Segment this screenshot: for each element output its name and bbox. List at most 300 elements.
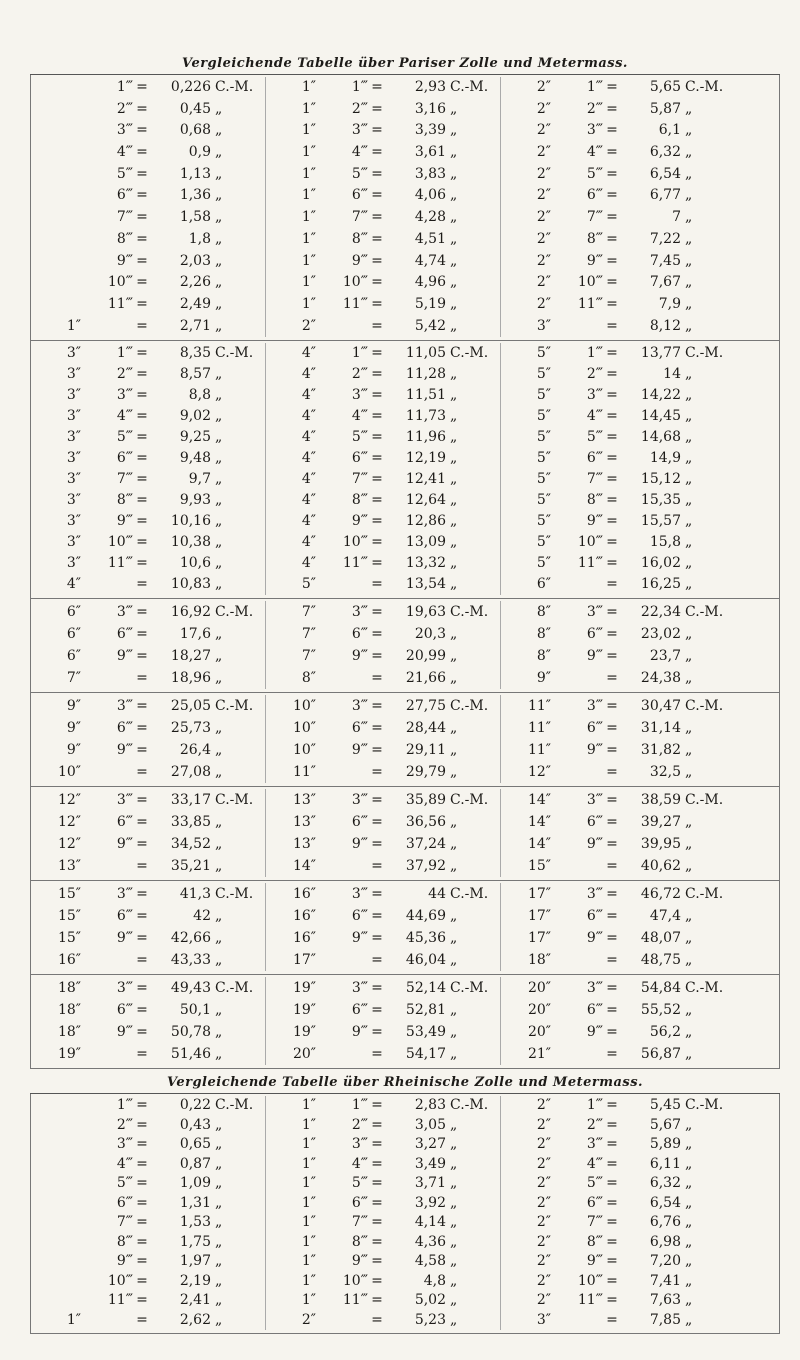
- value-cell: 4,36: [414, 1233, 446, 1250]
- unit-cell: C.-M.: [450, 79, 489, 95]
- table-column: [501, 883, 779, 971]
- value-cell: 55,52: [640, 1002, 681, 1019]
- table-row: [270, 316, 500, 338]
- line-cell: 9‴: [116, 930, 133, 947]
- unit-cell: „: [450, 144, 458, 161]
- unit-cell: „: [450, 576, 458, 593]
- inch-cell: 17″: [292, 952, 316, 969]
- line-cell: 5‴: [116, 165, 133, 182]
- inch-cell: 17″: [527, 886, 551, 903]
- unit-cell: „: [450, 1292, 458, 1309]
- unit-cell: „: [685, 187, 693, 204]
- equals-sign: =: [136, 858, 148, 875]
- equals-sign: =: [606, 814, 618, 831]
- inch-cell: [35, 1272, 85, 1292]
- equals-sign: =: [136, 345, 148, 362]
- unit-cell: „: [450, 814, 458, 831]
- value-cell: 48,75: [640, 952, 681, 969]
- inch-cell: 1″: [301, 1155, 316, 1172]
- unit-cell: „: [450, 1233, 458, 1250]
- table-row: [505, 272, 779, 294]
- line-cell: 6‴: [116, 814, 133, 831]
- equals-sign: =: [606, 1253, 618, 1270]
- value-cell: 1,36: [179, 187, 211, 204]
- value-cell: 22,34: [640, 604, 681, 621]
- line-cell: 9‴: [351, 252, 368, 269]
- table-row: [270, 695, 500, 717]
- unit-cell: „: [685, 317, 693, 334]
- unit-cell: „: [685, 1175, 693, 1192]
- unit-cell: „: [215, 274, 223, 291]
- value-cell: 6,11: [649, 1155, 681, 1172]
- line-cell: 7‴: [116, 209, 133, 226]
- unit-cell: „: [450, 230, 458, 247]
- line-cell: 6‴: [586, 450, 603, 467]
- equals-sign: =: [371, 1214, 383, 1231]
- line-cell: 8‴: [116, 230, 133, 247]
- table-row: [505, 1213, 779, 1233]
- equals-sign: =: [136, 980, 148, 997]
- table-row: [35, 977, 265, 999]
- inch-cell: 1″: [301, 100, 316, 117]
- equals-sign: =: [136, 317, 148, 334]
- equals-sign: =: [606, 836, 618, 853]
- unit-cell: „: [215, 1046, 223, 1063]
- inch-cell: 5″: [536, 429, 551, 446]
- table-column: [31, 343, 266, 595]
- unit-cell: „: [685, 230, 693, 247]
- unit-cell: „: [450, 952, 458, 969]
- inch-cell: 3″: [66, 513, 81, 530]
- equals-sign: =: [136, 1097, 148, 1114]
- value-cell: 25,05: [170, 698, 211, 715]
- equals-sign: =: [136, 1136, 148, 1153]
- line-cell: 10‴: [577, 534, 603, 551]
- unit-cell: „: [215, 648, 223, 665]
- line-cell: 9‴: [586, 836, 603, 853]
- line-cell: 9‴: [351, 836, 368, 853]
- inch-cell: 2″: [536, 79, 551, 95]
- table-row: [270, 645, 500, 667]
- table-row: [505, 789, 779, 811]
- table-row: [270, 142, 500, 164]
- value-cell: 14,68: [640, 429, 681, 446]
- table-row: [505, 977, 779, 999]
- line-cell: 1‴: [116, 79, 133, 95]
- table-column: [266, 343, 501, 595]
- inch-cell: 3″: [66, 492, 81, 509]
- unit-cell: „: [685, 814, 693, 831]
- equals-sign: =: [371, 814, 383, 831]
- equals-sign: =: [606, 429, 618, 446]
- inch-cell: [35, 1213, 85, 1233]
- equals-sign: =: [606, 492, 618, 509]
- table-row: [270, 1311, 500, 1331]
- line-cell: 3‴: [116, 698, 133, 715]
- inch-cell: 19″: [292, 1024, 316, 1041]
- line-cell: 8‴: [351, 492, 368, 509]
- table-row: [270, 574, 500, 595]
- value-cell: 4,8: [423, 1272, 446, 1289]
- table-row: [270, 1213, 500, 1233]
- table-row: [270, 1155, 500, 1175]
- inch-cell: 4″: [301, 387, 316, 404]
- value-cell: 39,27: [640, 814, 681, 831]
- unit-cell: „: [450, 626, 458, 643]
- line-cell: 2‴: [116, 1116, 133, 1133]
- table-row: [35, 77, 265, 99]
- unit-cell: C.-M.: [450, 1097, 489, 1114]
- value-cell: 8,8: [188, 387, 211, 404]
- equals-sign: =: [136, 165, 148, 182]
- value-cell: 40,62: [640, 858, 681, 875]
- line-cell: 10‴: [342, 1272, 368, 1289]
- inch-cell: 6″: [536, 576, 551, 593]
- line-cell: 1‴: [351, 1097, 368, 1114]
- value-cell: 7,67: [649, 274, 681, 291]
- value-cell: 5,02: [414, 1292, 446, 1309]
- line-cell: 8‴: [586, 492, 603, 509]
- equals-sign: =: [371, 122, 383, 139]
- line-cell: 6‴: [351, 908, 368, 925]
- unit-cell: „: [685, 100, 693, 117]
- value-cell: 5,19: [414, 295, 446, 312]
- equals-sign: =: [371, 165, 383, 182]
- inch-cell: 19″: [292, 980, 316, 997]
- table-row: [35, 1116, 265, 1136]
- line-cell: 9‴: [586, 648, 603, 665]
- inch-cell: [35, 251, 85, 273]
- equals-sign: =: [606, 1292, 618, 1309]
- value-cell: 8,57: [179, 366, 211, 383]
- inch-cell: 16″: [292, 886, 316, 903]
- line-cell: 3‴: [351, 886, 368, 903]
- table-row: [270, 427, 500, 448]
- equals-sign: =: [371, 144, 383, 161]
- inch-cell: 16″: [57, 952, 81, 969]
- line-cell: 1‴: [351, 345, 368, 362]
- table-column: [266, 1096, 501, 1330]
- value-cell: 3,61: [414, 144, 446, 161]
- line-cell: 5‴: [586, 165, 603, 182]
- table-row: [270, 294, 500, 316]
- line-cell: 7‴: [351, 209, 368, 226]
- value-cell: 2,03: [179, 252, 211, 269]
- table-row: [35, 1291, 265, 1311]
- inch-cell: 10″: [57, 764, 81, 781]
- table-row: [270, 469, 500, 490]
- value-cell: 0,65: [179, 1136, 211, 1153]
- value-cell: 6,54: [649, 165, 681, 182]
- inch-cell: [35, 1174, 85, 1194]
- value-cell: 0,43: [179, 1116, 211, 1133]
- value-cell: 2,93: [414, 79, 446, 95]
- equals-sign: =: [136, 1175, 148, 1192]
- unit-cell: „: [450, 450, 458, 467]
- value-cell: 20,99: [405, 648, 446, 665]
- line-cell: 3‴: [116, 980, 133, 997]
- unit-cell: „: [215, 492, 223, 509]
- inch-cell: 7″: [301, 604, 316, 621]
- line-cell: 6‴: [116, 187, 133, 204]
- value-cell: 47,4: [649, 908, 681, 925]
- equals-sign: =: [606, 1233, 618, 1250]
- table-row: [505, 490, 779, 511]
- table-row: [35, 623, 265, 645]
- table-row: [35, 164, 265, 186]
- line-cell: 4‴: [116, 1155, 133, 1172]
- value-cell: 3,83: [414, 165, 446, 182]
- equals-sign: =: [606, 79, 618, 95]
- unit-cell: „: [450, 836, 458, 853]
- unit-cell: „: [450, 1175, 458, 1192]
- inch-cell: 2″: [301, 1311, 316, 1328]
- table-row: [270, 601, 500, 623]
- line-cell: 9‴: [351, 1024, 368, 1041]
- table-row: [270, 207, 500, 229]
- line-cell: 5‴: [586, 1175, 603, 1192]
- inch-cell: 2″: [536, 274, 551, 291]
- value-cell: 29,79: [405, 764, 446, 781]
- equals-sign: =: [606, 555, 618, 572]
- line-cell: 9‴: [586, 930, 603, 947]
- line-cell: 3‴: [351, 387, 368, 404]
- inch-cell: [35, 229, 85, 251]
- unit-cell: „: [685, 1272, 693, 1289]
- equals-sign: =: [371, 345, 383, 362]
- value-cell: 9,25: [179, 429, 211, 446]
- line-cell: 11‴: [342, 295, 368, 312]
- table-row: [270, 229, 500, 251]
- inch-cell: 13″: [292, 792, 316, 809]
- unit-cell: C.-M.: [450, 698, 489, 715]
- inch-cell: [35, 272, 85, 294]
- value-cell: 4,51: [414, 230, 446, 247]
- unit-cell: „: [685, 648, 693, 665]
- table-row: [270, 1233, 500, 1253]
- inch-cell: 5″: [536, 450, 551, 467]
- table-row: [35, 601, 265, 623]
- unit-cell: „: [215, 626, 223, 643]
- value-cell: 24,38: [640, 670, 681, 687]
- unit-cell: „: [685, 209, 693, 226]
- equals-sign: =: [136, 1214, 148, 1231]
- value-cell: 5,42: [414, 317, 446, 334]
- equals-sign: =: [136, 1194, 148, 1211]
- unit-cell: „: [215, 429, 223, 446]
- table-row: [35, 1311, 265, 1331]
- table-row: [505, 1272, 779, 1292]
- inch-cell: 5″: [536, 555, 551, 572]
- line-cell: 6‴: [116, 908, 133, 925]
- value-cell: 6,32: [649, 144, 681, 161]
- equals-sign: =: [606, 980, 618, 997]
- table-row: [35, 1194, 265, 1214]
- equals-sign: =: [606, 144, 618, 161]
- value-cell: 7,41: [649, 1272, 681, 1289]
- value-cell: 0,9: [188, 144, 211, 161]
- inch-cell: 5″: [536, 492, 551, 509]
- unit-cell: C.-M.: [685, 792, 724, 809]
- inch-cell: 8″: [301, 670, 316, 687]
- unit-cell: „: [450, 1116, 458, 1133]
- inch-cell: [35, 1252, 85, 1272]
- line-cell: 8‴: [586, 230, 603, 247]
- table-row: [270, 1291, 500, 1311]
- value-cell: 56,87: [640, 1046, 681, 1063]
- line-cell: 6‴: [116, 450, 133, 467]
- unit-cell: „: [215, 836, 223, 853]
- table-row: [505, 811, 779, 833]
- equals-sign: =: [371, 1194, 383, 1211]
- equals-sign: =: [371, 1253, 383, 1270]
- unit-cell: „: [685, 1253, 693, 1270]
- table-row: [35, 343, 265, 364]
- unit-cell: C.-M.: [450, 345, 489, 362]
- inch-cell: 4″: [301, 408, 316, 425]
- line-cell: 11‴: [577, 555, 603, 572]
- value-cell: 1,53: [179, 1214, 211, 1231]
- table-row: [35, 1252, 265, 1272]
- line-cell: 2‴: [586, 1116, 603, 1133]
- equals-sign: =: [606, 670, 618, 687]
- rhein-table: [30, 1094, 780, 1334]
- value-cell: 5,67: [649, 1116, 681, 1133]
- unit-cell: „: [450, 100, 458, 117]
- inch-cell: 10″: [292, 720, 316, 737]
- table-row: [35, 142, 265, 164]
- line-cell: [320, 1311, 370, 1331]
- line-cell: 4‴: [586, 1155, 603, 1172]
- equals-sign: =: [371, 720, 383, 737]
- table-row: [505, 164, 779, 186]
- value-cell: 11,51: [405, 387, 446, 404]
- equals-sign: =: [371, 1024, 383, 1041]
- unit-cell: „: [215, 408, 223, 425]
- inch-cell: 1″: [301, 1253, 316, 1270]
- equals-sign: =: [371, 1155, 383, 1172]
- table-row: [270, 667, 500, 689]
- line-cell: 3‴: [586, 698, 603, 715]
- equals-sign: =: [136, 555, 148, 572]
- table-row: [505, 1194, 779, 1214]
- line-cell: 5‴: [116, 429, 133, 446]
- unit-cell: C.-M.: [215, 345, 254, 362]
- equals-sign: =: [136, 648, 148, 665]
- value-cell: 33,17: [170, 792, 211, 809]
- line-cell: 7‴: [116, 1214, 133, 1231]
- table-row: [505, 1155, 779, 1175]
- value-cell: 36,56: [405, 814, 446, 831]
- line-cell: 11‴: [107, 295, 133, 312]
- value-cell: 51,46: [170, 1046, 211, 1063]
- table-column: [501, 343, 779, 595]
- unit-cell: C.-M.: [685, 980, 724, 997]
- unit-cell: „: [450, 1046, 458, 1063]
- equals-sign: =: [371, 1233, 383, 1250]
- value-cell: 17,6: [179, 626, 211, 643]
- inch-cell: 5″: [536, 387, 551, 404]
- equals-sign: =: [371, 1097, 383, 1114]
- table-row: [35, 251, 265, 273]
- value-cell: 6,1: [658, 122, 681, 139]
- table-row: [505, 574, 779, 595]
- table-row: [35, 1213, 265, 1233]
- unit-cell: „: [450, 429, 458, 446]
- equals-sign: =: [371, 1046, 383, 1063]
- equals-sign: =: [371, 366, 383, 383]
- line-cell: 11‴: [342, 1292, 368, 1309]
- equals-sign: =: [371, 604, 383, 621]
- table-row: [505, 695, 779, 717]
- value-cell: 12,41: [405, 471, 446, 488]
- equals-sign: =: [136, 366, 148, 383]
- line-cell: 2‴: [586, 366, 603, 383]
- equals-sign: =: [136, 1116, 148, 1133]
- inch-cell: 17″: [527, 930, 551, 947]
- table-row: [270, 385, 500, 406]
- unit-cell: C.-M.: [215, 886, 254, 903]
- equals-sign: =: [371, 209, 383, 226]
- line-cell: [320, 316, 370, 338]
- unit-cell: C.-M.: [685, 698, 724, 715]
- inch-cell: [35, 1194, 85, 1214]
- equals-sign: =: [371, 555, 383, 572]
- equals-sign: =: [136, 930, 148, 947]
- unit-cell: „: [450, 1155, 458, 1172]
- unit-cell: „: [450, 252, 458, 269]
- table-row: [35, 294, 265, 316]
- value-cell: 6,54: [649, 1194, 681, 1211]
- unit-cell: „: [685, 720, 693, 737]
- unit-cell: „: [215, 858, 223, 875]
- line-cell: [555, 949, 605, 971]
- inch-cell: 3″: [66, 534, 81, 551]
- line-cell: 3‴: [351, 122, 368, 139]
- unit-cell: C.-M.: [685, 1097, 724, 1114]
- line-cell: 3‴: [116, 1136, 133, 1153]
- equals-sign: =: [606, 1194, 618, 1211]
- table-row: [270, 1116, 500, 1136]
- unit-cell: „: [685, 471, 693, 488]
- line-cell: 7‴: [586, 471, 603, 488]
- line-cell: 6‴: [116, 1194, 133, 1211]
- table-row: [35, 385, 265, 406]
- value-cell: 2,26: [179, 274, 211, 291]
- unit-cell: „: [685, 930, 693, 947]
- inch-cell: 1″: [301, 1292, 316, 1309]
- inch-cell: 3″: [66, 345, 81, 362]
- unit-cell: „: [215, 764, 223, 781]
- inch-cell: 7″: [301, 648, 316, 665]
- inch-cell: 1″: [301, 209, 316, 226]
- table-row: [505, 761, 779, 783]
- value-cell: 16,92: [170, 604, 211, 621]
- line-cell: 9‴: [351, 1253, 368, 1270]
- table-row: [505, 855, 779, 877]
- table-row: [505, 343, 779, 364]
- unit-cell: „: [450, 908, 458, 925]
- equals-sign: =: [606, 886, 618, 903]
- line-cell: 9‴: [351, 648, 368, 665]
- table-row: [505, 406, 779, 427]
- table-row: [505, 229, 779, 251]
- inch-cell: 2″: [536, 1175, 551, 1192]
- unit-cell: „: [450, 317, 458, 334]
- inch-cell: 3″: [66, 450, 81, 467]
- value-cell: 0,226: [170, 79, 211, 95]
- value-cell: 37,24: [405, 836, 446, 853]
